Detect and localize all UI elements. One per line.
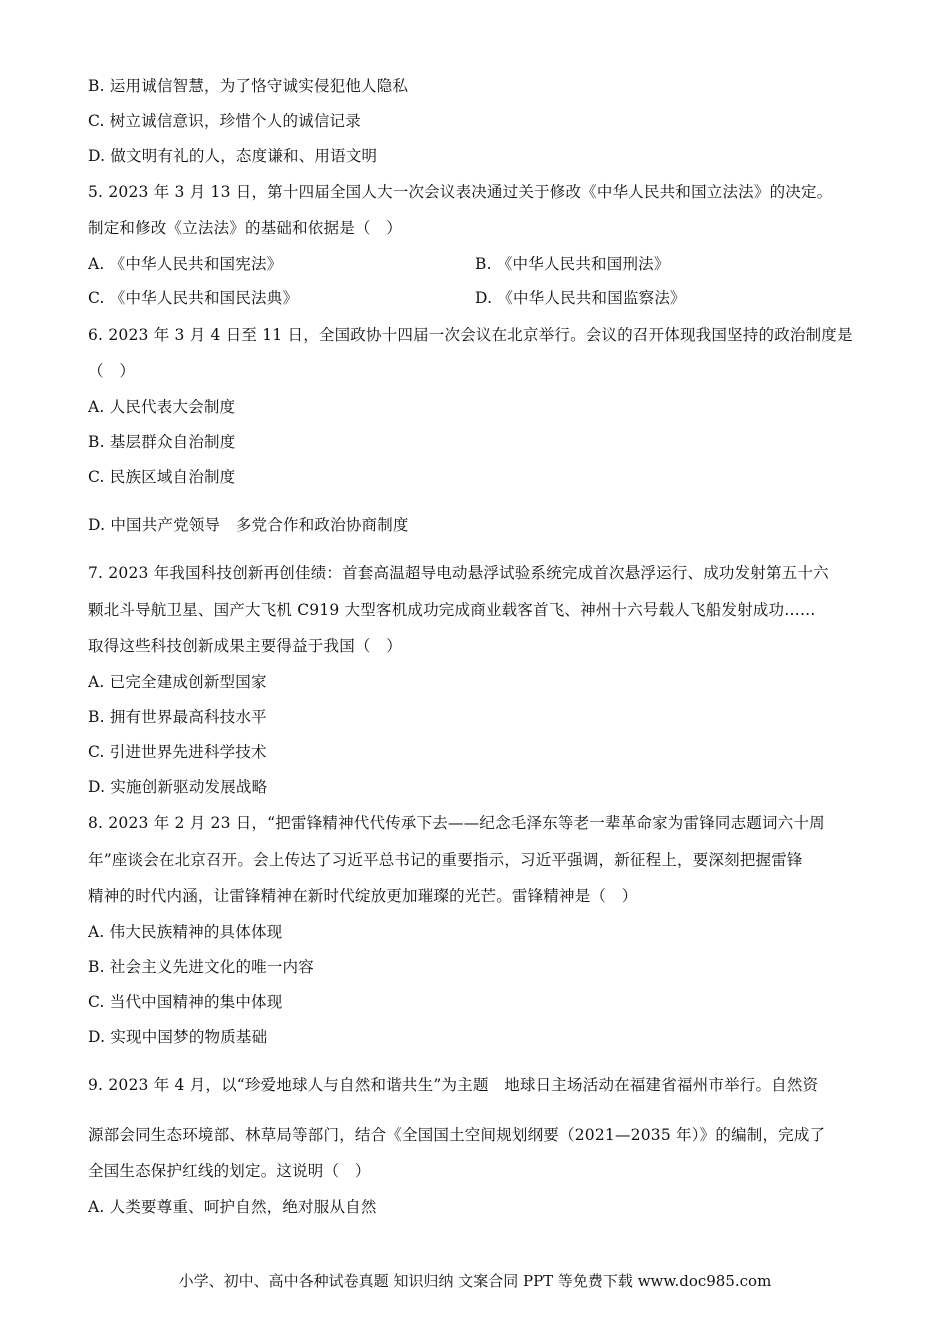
q6-option-d: D. 中国共产党领导 多党合作和政治协商制度: [88, 516, 409, 534]
q6-stem-line2: （ ）: [88, 362, 136, 380]
q8-option-b: B. 社会主义先进文化的唯一内容: [88, 958, 314, 976]
q6-option-a: A. 人民代表大会制度: [88, 398, 236, 416]
q8-stem-line3: 精神的时代内涵，让雷锋精神在新时代绽放更加璀璨的光芒。雷锋精神是（ ）: [88, 887, 638, 905]
page-footer: 小学、初中、高中各种试卷真题 知识归纳 文案合同 PPT 等免费下载 www.doc985.com: [178, 1272, 772, 1290]
q8-option-c: C. 当代中国精神的集中体现: [88, 993, 283, 1011]
q7-stem-line1: 7. 2023 年我国科技创新再创佳绩：首套高温超导电动悬浮试验系统完成首次悬浮运行、成功发射第五十六: [88, 564, 829, 582]
q7-stem-line2: 颗北斗导航卫星、国产大飞机 C919 大型客机成功完成商业载客首飞、神州十六号载人飞船发射成功……: [88, 601, 816, 619]
q8-stem-line2: 年”座谈会在北京召开。会上传达了习近平总书记的重要指示，习近平强调，新征程上，要深刻把握雷锋: [88, 851, 803, 869]
q4-option-c: C. 树立诚信意识，珍惜个人的诚信记录: [88, 112, 361, 130]
q8-option-a: A. 伟大民族精神的具体体现: [88, 923, 283, 941]
q7-option-a: A. 已完全建成创新型国家: [88, 673, 267, 691]
q5-option-b: B. 《中华人民共和国刑法》: [475, 255, 670, 273]
q9-stem-line2: 源部会同生态环境部、林草局等部门，结合《全国国土空间规划纲要（2021—2035 年）》的编制，完成了: [88, 1126, 826, 1144]
q4-option-d: D. 做文明有礼的人，态度谦和、用语文明: [88, 147, 378, 165]
q5-option-a: A. 《中华人民共和国宪法》: [88, 255, 283, 273]
q5-option-d: D. 《中华人民共和国监察法》: [475, 289, 686, 307]
q5-option-c: C. 《中华人民共和国民法典》: [88, 289, 299, 307]
q4-option-b: B. 运用诚信智慧，为了恪守诚实侵犯他人隐私: [88, 77, 409, 95]
q7-stem-line3: 取得这些科技创新成果主要得益于我国（ ）: [88, 637, 403, 655]
q5-stem-line1: 5. 2023 年 3 月 13 日，第十四届全国人大一次会议表决通过关于修改《中华人民共和国立法法》的决定。: [88, 183, 833, 201]
q9-stem-line3: 全国生态保护红线的划定。这说明（ ）: [88, 1162, 371, 1180]
q8-stem-line1: 8. 2023 年 2 月 23 日，“把雷锋精神代代传承下去——纪念毛泽东等老一辈革命家为雷锋同志题词六十周: [88, 814, 825, 832]
q9-option-a: A. 人类要尊重、呵护自然，绝对服从自然: [88, 1198, 377, 1216]
q6-stem-line1: 6. 2023 年 3 月 4 日至 11 日，全国政协十四届一次会议在北京举行。会议的召开体现我国坚持的政治制度是: [88, 326, 853, 344]
q5-stem-line2: 制定和修改《立法法》的基础和依据是（ ）: [88, 219, 403, 237]
q8-option-d: D. 实现中国梦的物质基础: [88, 1028, 268, 1046]
q6-option-b: B. 基层群众自治制度: [88, 433, 236, 451]
q9-stem-line1: 9. 2023 年 4 月，以“珍爱地球人与自然和谐共生”为主题 地球日主场活动在福建省福州市举行。自然资: [88, 1076, 819, 1094]
q7-option-d: D. 实施创新驱动发展战略: [88, 778, 268, 796]
q7-option-b: B. 拥有世界最高科技水平: [88, 708, 267, 726]
q6-option-c: C. 民族区域自治制度: [88, 468, 236, 486]
q7-option-c: C. 引进世界先进科学技术: [88, 743, 267, 761]
